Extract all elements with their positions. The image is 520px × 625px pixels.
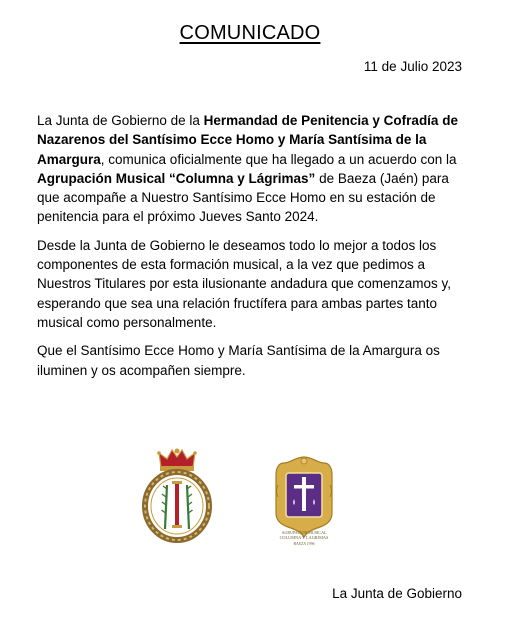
document-date: 11 de Julio 2023	[363, 59, 462, 74]
crest-caption-line-2: COLUMNA Y LAGRIMAS	[279, 535, 329, 540]
paragraph-2: Desde la Junta de Gobierno le deseamos todo lo mejor a todos los componentes de esta formación musical, a la vez que pedimos a Nuestros Titulares por esta ilusionante andadura que comenzamos y, esperando que sea una relación fructífera para ambas partes tanto musical como personalmente.	[37, 237, 451, 330]
crest-caption-line-1: AGRUPACION MUSICAL	[281, 530, 327, 535]
paragraph-1-text-b: , comunica oficialmente que ha llegado a un acuerdo con la	[100, 151, 457, 167]
signature: La Junta de Gobierno	[332, 586, 462, 601]
paragraph-3: Que el Santísimo Ecce Homo y María Santísima de la Amargura os iluminen y os acompañen siempre.	[37, 343, 440, 378]
paragraph-1-bold-agrupacion: Agrupación Musical “Columna y Lágrimas”	[37, 170, 316, 186]
paragraph-1-text-a: La Junta de Gobierno de la	[37, 113, 204, 128]
hermandad-crest-icon	[137, 445, 217, 545]
page-title: COMUNICADO	[179, 22, 321, 44]
document-body	[37, 111, 467, 389]
paragraph-1-text-c: de Baeza (Jaén) para que acompañe a Nuestro Santísimo Ecce Homo en su estación de penitencia para el próximo Jueves Santo 2024.	[37, 170, 449, 225]
paragraph-1-bold-hermandad: Hermandad de Penitencia y Cofradía de Nazarenos del Santísimo Ecce Homo y María Santísima de la Amargura	[37, 113, 458, 167]
paragraph-1	[37, 111, 467, 227]
crest-caption-line-3: BAEZA 1996	[293, 542, 315, 546]
